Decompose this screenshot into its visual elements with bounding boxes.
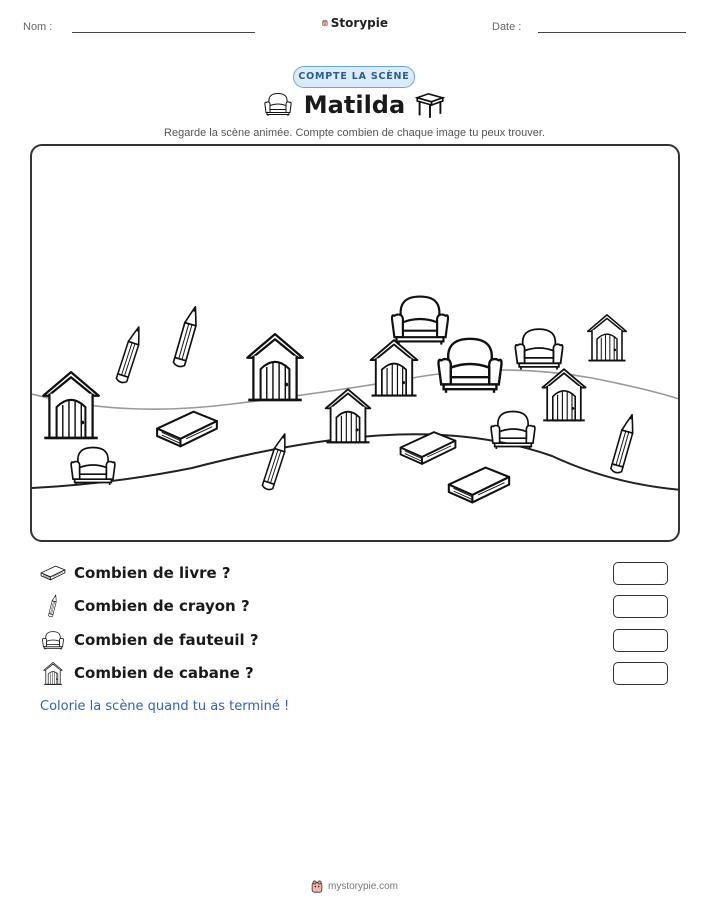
armchair-icon (515, 329, 562, 370)
date-line[interactable] (538, 32, 686, 33)
answer-box[interactable] (613, 629, 668, 652)
book-icon (157, 412, 217, 447)
table-icon (414, 91, 446, 119)
mascot-icon (322, 15, 328, 31)
activity-badge: COMPTE LA SCÈNE (293, 66, 415, 88)
scene-frame[interactable] (30, 144, 680, 542)
color-instruction: Colorie la scène quand tu as terminé ! (40, 699, 290, 714)
answer-box[interactable] (613, 562, 668, 585)
hut-icon (371, 340, 418, 395)
hut-icon (588, 315, 627, 361)
instructions: Regarde la scène animée. Compte combien de chaque image tu peux trouver. (164, 127, 545, 139)
hut-icon (40, 661, 66, 685)
name-line[interactable] (72, 32, 255, 33)
pencil-icon (40, 594, 66, 618)
armchair-icon (71, 448, 115, 486)
question-text: Combien de livre ? (74, 564, 231, 582)
question-text: Combien de cabane ? (74, 664, 254, 682)
storypie-logo (322, 12, 388, 34)
armchair-icon (392, 297, 448, 345)
footer-url[interactable]: mystorypie.com (327, 881, 398, 892)
brand-name: Storypie (330, 16, 388, 30)
hut-icon (326, 389, 371, 442)
answer-box[interactable] (613, 595, 668, 618)
answer-box[interactable] (613, 662, 668, 685)
armchair-icon (439, 339, 502, 393)
question-row (40, 627, 680, 653)
book-icon (449, 468, 509, 503)
hut-icon (43, 372, 99, 438)
armchair-icon (40, 628, 66, 652)
armchair-icon (491, 412, 535, 450)
book-icon (401, 432, 456, 464)
question-row (40, 593, 680, 619)
pencil-icon (116, 325, 144, 384)
page-title: Matilda (303, 91, 406, 119)
pencil-icon (610, 413, 637, 474)
pencil-icon (173, 305, 201, 368)
question-text: Combien de fauteuil ? (74, 631, 259, 649)
book-icon (40, 561, 66, 585)
mascot-icon (311, 880, 323, 893)
hut-icon (542, 369, 585, 420)
question-text: Combien de crayon ? (74, 597, 250, 615)
pencil-icon (262, 432, 290, 491)
footer (0, 880, 709, 893)
hut-icon (247, 334, 303, 400)
scene-illustration (32, 146, 680, 542)
question-row (40, 560, 680, 586)
name-label: Nom : (23, 21, 53, 33)
date-label: Date : (492, 21, 522, 33)
question-row (40, 660, 680, 686)
